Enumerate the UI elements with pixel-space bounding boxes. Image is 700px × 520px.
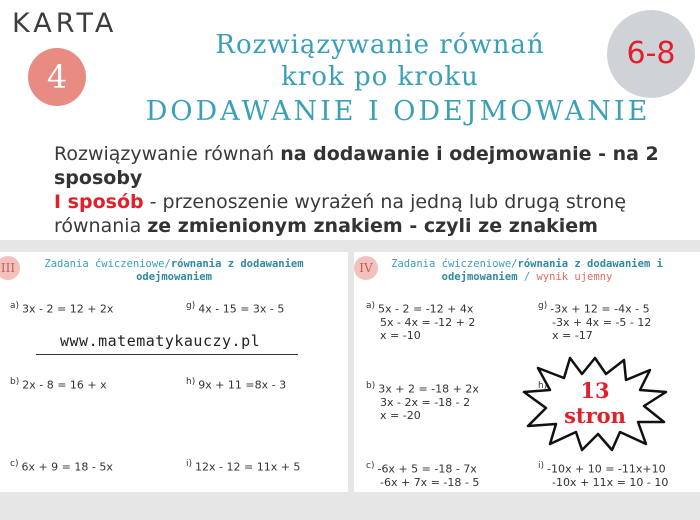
equation: -6x + 5 = -18 - 7x bbox=[377, 462, 477, 476]
website-link[interactable]: www.matematykauczy.pl bbox=[60, 332, 261, 350]
exercise-label: i) bbox=[538, 461, 545, 471]
top-panel bbox=[0, 0, 700, 240]
intro-text: - przenoszenie wyrażeń na jedną lub drugą stronę bbox=[143, 191, 627, 213]
card-heading bbox=[354, 258, 700, 284]
equation: 9x + 11 =8x - 3 bbox=[198, 378, 287, 392]
exercise-label: c) bbox=[366, 461, 375, 471]
exercise-a bbox=[366, 300, 475, 342]
intro-paragraph bbox=[54, 142, 694, 238]
heading-bold: odejmowaniem bbox=[136, 271, 212, 283]
pages-count: 13 bbox=[580, 378, 610, 403]
exercise-label: h) bbox=[538, 381, 548, 391]
heading-bold: odejmowaniem bbox=[441, 271, 518, 283]
equation: -3x + 4x = -5 - 12 bbox=[552, 315, 652, 329]
card-heading bbox=[0, 258, 348, 284]
exercise-b bbox=[10, 376, 107, 392]
equation: 3x - 2x = -18 - 2 bbox=[380, 395, 471, 409]
karta-label: KARTA bbox=[12, 8, 118, 39]
intro-line-4 bbox=[54, 214, 694, 238]
heading-bold: równania z dodawaniem i bbox=[517, 258, 663, 270]
heading-text: Zadania ćwiczeniowe/ bbox=[44, 258, 171, 270]
equation: -10x + 11x = 10 - 10 bbox=[552, 475, 669, 489]
equation: 5x - 2 = -12 + 4x bbox=[378, 302, 474, 316]
intro-bold: sposoby bbox=[54, 167, 143, 189]
exercise-label: g) bbox=[538, 301, 548, 311]
intro-text: Rozwiązywanie równań bbox=[54, 143, 281, 165]
pages-count-badge bbox=[520, 378, 670, 428]
exercise-card-left bbox=[0, 252, 348, 492]
heading-bold: równania z dodawaniem bbox=[170, 258, 304, 270]
equation: 5x - 4x = -12 + 2 bbox=[380, 315, 476, 329]
title-line-1: Rozwiązywanie równań bbox=[215, 30, 545, 60]
intro-text: równania bbox=[54, 215, 148, 237]
exercise-label: a) bbox=[10, 301, 20, 311]
intro-bold: - na 2 bbox=[591, 143, 659, 165]
exercise-label: i) bbox=[186, 459, 193, 469]
equation: 3x + 2 = -18 + 2x bbox=[378, 382, 479, 396]
equation: 6x + 9 = 18 - 5x bbox=[21, 460, 113, 474]
equation: x = -10 bbox=[380, 328, 421, 342]
equation: 4x - 15 = 3x - 5 bbox=[198, 302, 285, 316]
equation: 2x - 8 = 16 + x bbox=[22, 378, 107, 392]
intro-line-2 bbox=[54, 166, 694, 190]
website-underline bbox=[36, 354, 298, 355]
intro-bold: na dodawanie i odejmowanie bbox=[280, 143, 592, 165]
exercise-c bbox=[10, 458, 113, 474]
equation: 3x - 2 = 12 + 2x bbox=[22, 302, 114, 316]
exercise-a bbox=[10, 300, 113, 316]
grade-badge: 6-8 bbox=[607, 10, 695, 98]
title-line-2: krok po kroku bbox=[281, 62, 479, 92]
section-number-badge: III bbox=[0, 256, 20, 280]
intro-line-3 bbox=[54, 190, 694, 214]
pages-word: stron bbox=[564, 403, 626, 428]
method-label: I sposób bbox=[54, 191, 144, 213]
equation: 12x - 12 = 11x + 5 bbox=[195, 460, 301, 474]
exercise-i bbox=[186, 458, 300, 474]
karta-number-badge: 4 bbox=[28, 48, 86, 106]
exercise-b bbox=[366, 380, 479, 422]
intro-bold: ze zmienionym znakiem - czyli ze znakiem bbox=[147, 215, 598, 237]
equation: x = -20 bbox=[380, 408, 421, 422]
exercise-g bbox=[186, 300, 284, 316]
equation: -6x + 7x = -18 - 5 bbox=[380, 475, 480, 489]
title-line-3: DODAWANIE I ODEJMOWANIE bbox=[145, 96, 651, 127]
heading-text: Zadania ćwiczeniowe/ bbox=[391, 258, 518, 270]
equation: -10x + 10 = -11x+10 bbox=[547, 462, 666, 476]
equation: -3x + 12 = -4x - 5 bbox=[550, 302, 650, 316]
exercise-c bbox=[366, 460, 479, 489]
exercise-g bbox=[538, 300, 651, 342]
exercise-h bbox=[186, 376, 286, 392]
section-number-badge: IV bbox=[354, 256, 378, 280]
exercise-label: g) bbox=[186, 301, 196, 311]
intro-line-1 bbox=[54, 142, 694, 166]
exercise-label: c) bbox=[10, 459, 19, 469]
exercise-label: h) bbox=[186, 377, 196, 387]
heading-text: / bbox=[517, 271, 537, 283]
exercise-label: b) bbox=[366, 381, 376, 391]
exercise-i bbox=[538, 460, 668, 489]
equation: x = -17 bbox=[552, 328, 593, 342]
heading-note: wynik ujemny bbox=[536, 271, 613, 283]
exercise-label: b) bbox=[10, 377, 20, 387]
exercise-label: a) bbox=[366, 301, 376, 311]
